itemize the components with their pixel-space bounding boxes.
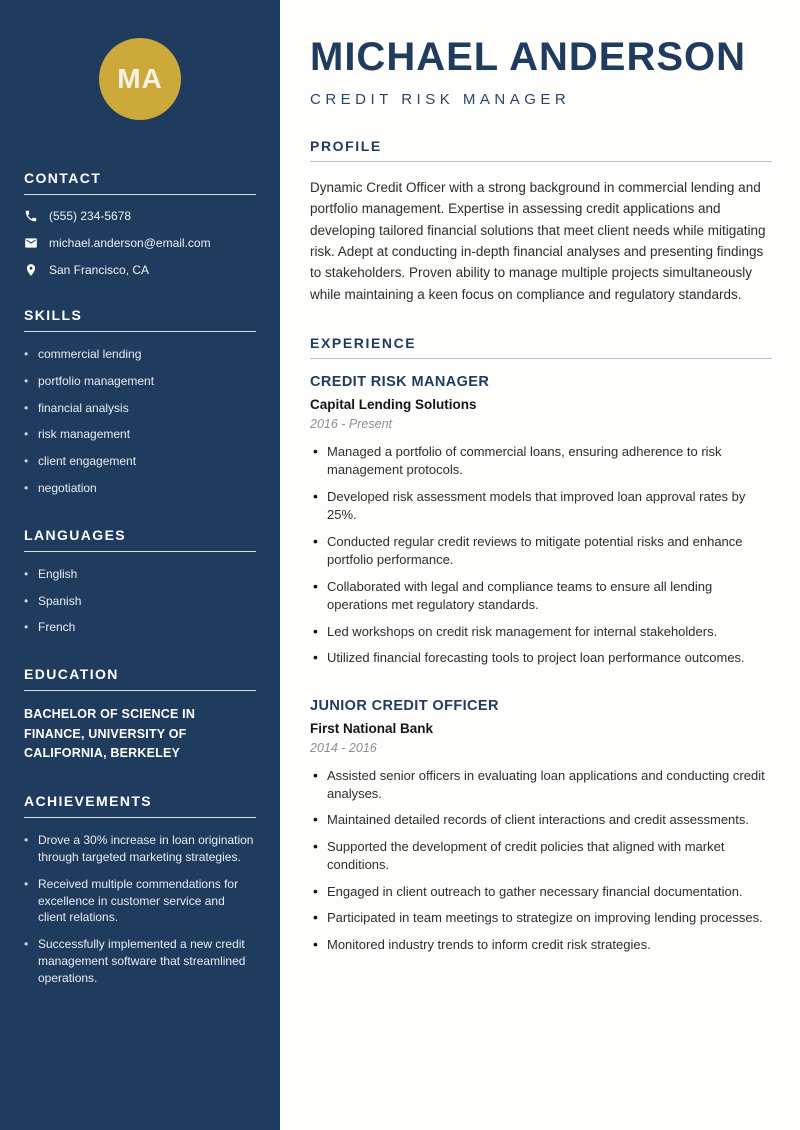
job-bullet-list — [310, 443, 772, 668]
skill-item: • financial analysis — [24, 400, 256, 417]
profile-heading: PROFILE — [310, 138, 382, 154]
language-item: • English — [24, 566, 256, 583]
achievements-list — [24, 832, 256, 986]
job-title: CREDIT RISK MANAGER — [310, 373, 490, 390]
location-icon — [24, 263, 38, 277]
contact-item-phone — [24, 209, 256, 223]
sidebar — [0, 0, 280, 1130]
job-bullet: • Engaged in client outreach to gather necessary financial documentation. — [310, 883, 772, 901]
experience-heading: EXPERIENCE — [310, 334, 417, 351]
section-divider — [310, 358, 772, 359]
education-heading: EDUCATION — [24, 666, 256, 691]
job-bullet: • Developed risk assessment models that improved loan approval rates by 25%. — [310, 488, 772, 525]
skills-heading: SKILLS — [24, 307, 256, 332]
job-bullet: • Managed a portfolio of commercial loans, ensuring adherence to risk management protocols. — [310, 443, 772, 480]
skill-item: • client engagement — [24, 453, 256, 470]
skill-item: • commercial lending — [24, 346, 256, 363]
languages-heading: LANGUAGES — [24, 527, 256, 552]
achievement-item: • Drove a 30% increase in loan origination through targeted marketing strategies. — [24, 832, 256, 866]
contact-item-email — [24, 236, 256, 250]
role-subtitle: CREDIT RISK MANAGER — [310, 91, 571, 108]
language-item: • Spanish — [24, 593, 256, 610]
phone-icon — [24, 209, 38, 223]
job-entry — [310, 374, 772, 668]
email-icon — [24, 236, 38, 250]
avatar — [99, 38, 181, 120]
job-bullet: • Assisted senior officers in evaluating loan applications and conducting credit analyses. — [310, 767, 772, 804]
skills-list — [24, 346, 256, 497]
avatar-initials: MA — [117, 63, 163, 94]
company-name: First National Bank — [310, 720, 434, 736]
job-bullet: • Monitored industry trends to inform credit risk strategies. — [310, 936, 772, 954]
achievement-item: • Successfully implemented a new credit management software that streamlined operations. — [24, 936, 256, 986]
skill-item: • portfolio management — [24, 373, 256, 390]
job-bullet-list — [310, 767, 772, 955]
job-entry — [310, 698, 772, 955]
contact-location-text: San Francisco, CA — [49, 263, 150, 277]
job-bullet: • Collaborated with legal and compliance teams to ensure all lending operations met regulatory standards. — [310, 578, 772, 615]
job-bullet: • Supported the development of credit policies that aligned with market conditions. — [310, 838, 772, 875]
skill-item: • risk management — [24, 426, 256, 443]
date-range: 2016 - Present — [310, 416, 392, 431]
contact-item-location — [24, 263, 256, 277]
page-title: MICHAEL ANDERSON — [310, 35, 747, 79]
job-title: JUNIOR CREDIT OFFICER — [310, 697, 499, 714]
achievements-section — [24, 793, 256, 986]
company-name: Capital Lending Solutions — [310, 396, 477, 412]
section-divider — [310, 161, 772, 162]
contact-section — [24, 170, 256, 277]
date-range: 2014 - 2016 — [310, 740, 377, 755]
contact-email-text: michael.anderson@email.com — [49, 236, 211, 250]
contact-phone-text: (555) 234-5678 — [49, 209, 132, 223]
languages-list — [24, 566, 256, 636]
job-bullet: • Conducted regular credit reviews to mitigate potential risks and enhance portfolio performance. — [310, 533, 772, 570]
languages-section — [24, 527, 256, 636]
main-content — [280, 0, 800, 1130]
skills-section — [24, 307, 256, 497]
degree-text: BACHELOR OF SCIENCE IN FINANCE, UNIVERSITY OF CALIFORNIA, BERKELEY — [24, 707, 196, 760]
achievement-item: • Received multiple commendations for excellence in customer service and client relations. — [24, 876, 256, 926]
language-item: • French — [24, 619, 256, 636]
contact-heading: CONTACT — [24, 170, 256, 195]
experience-section — [310, 335, 772, 954]
profile-text: Dynamic Credit Officer with a strong background in commercial lending and portfolio management. Expertise in assessing credit applications and developing tailored financial solutions that meet client needs while mitigating risk. Adept at conducting in-depth financial analyses and presenting findings to stakeholders. Proven ability to manage multiple projects simultaneously while maintaining a keen focus on compliance and regulatory standards. — [310, 180, 766, 302]
job-bullet: • Utilized financial forecasting tools to project loan performance outcomes. — [310, 649, 772, 667]
job-bullet: • Participated in team meetings to strategize on improving lending processes. — [310, 909, 772, 927]
profile-section — [310, 138, 772, 305]
job-bullet: • Maintained detailed records of client interactions and credit assessments. — [310, 811, 772, 829]
education-section — [24, 666, 256, 763]
job-bullet: • Led workshops on credit risk management for internal stakeholders. — [310, 623, 772, 641]
achievements-heading: ACHIEVEMENTS — [24, 793, 256, 818]
skill-item: • negotiation — [24, 480, 256, 497]
